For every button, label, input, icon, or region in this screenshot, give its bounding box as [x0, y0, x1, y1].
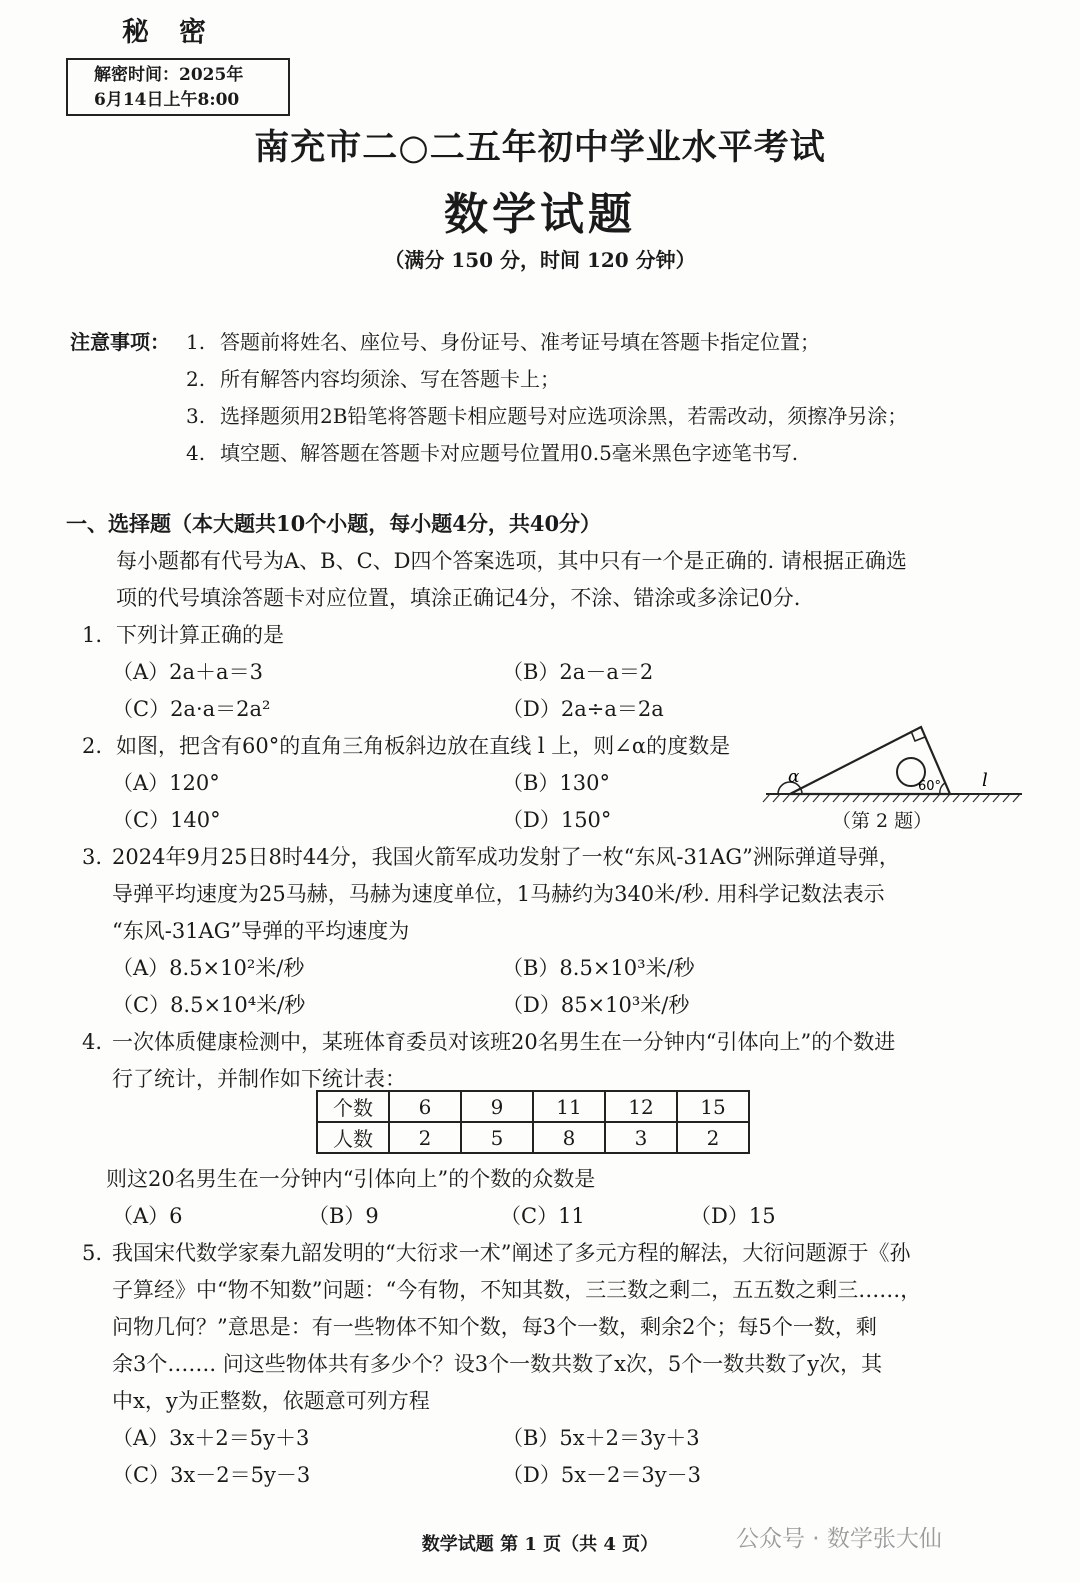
- notice-item-number: 2.: [186, 367, 206, 391]
- table-row-label: 人数: [317, 1122, 389, 1153]
- question-number: 4.: [82, 1030, 103, 1054]
- table-cell: 2: [389, 1122, 461, 1153]
- q4-option-b: （B）9: [308, 1204, 379, 1228]
- question-text: 如图，把含有60°的直角三角板斜边放在直线 l 上，则∠α的度数是: [116, 734, 731, 758]
- table-cell: 3: [605, 1122, 677, 1153]
- notice-item-1: [186, 326, 820, 355]
- question-text: 下列计算正确的是: [116, 623, 284, 647]
- notice-label: 注意事项：: [70, 330, 170, 354]
- q2-option-b: （B）130°: [502, 771, 611, 795]
- declassify-line-1: 解密时间：2025年: [94, 65, 244, 85]
- score-info: （满分 150 分，时间 120 分钟）: [384, 248, 696, 272]
- table-row-label: 个数: [317, 1091, 389, 1122]
- q1-option-c: （C）2a·a＝2a²: [112, 697, 271, 721]
- notice-item-number: 1.: [186, 330, 206, 354]
- subject-title: 数学试题: [444, 189, 636, 240]
- question-text: 我国宋代数学家秦九韶发明的“大衍求一术”阐述了多元方程的解法，大衍问题源于《孙: [112, 1241, 911, 1265]
- question-5-line-2: 子算经》中“物不知数”问题：“今有物，不知其数，三三数之剩二，五五数之剩三……，: [112, 1278, 922, 1302]
- q3-option-a: （A）8.5×10²米/秒: [112, 956, 305, 980]
- question-number: 3.: [82, 845, 103, 869]
- table-cell: 6: [389, 1091, 461, 1122]
- line-l-label: l: [982, 770, 988, 791]
- notice-item-text: 所有解答内容均须涂、写在答题卡上；: [220, 367, 560, 391]
- notice-item-text: 答题前将姓名、座位号、身份证号、准考证号填在答题卡指定位置；: [220, 330, 820, 354]
- q4-option-d: （D）15: [690, 1204, 776, 1228]
- question-3-stem: [82, 841, 900, 871]
- q4-option-a: （A）6: [112, 1204, 183, 1228]
- q5-option-c: （C）3x－2＝5y－3: [112, 1463, 311, 1487]
- q2-option-d: （D）150°: [502, 808, 612, 832]
- page-footer: 数学试题 第 1 页（共 4 页）: [421, 1534, 659, 1555]
- section-heading: 一、选择题（本大题共10个小题，每小题4分，共40分）: [66, 511, 602, 536]
- angle-60-label: 60°: [918, 779, 942, 794]
- table-cell: 9: [461, 1091, 533, 1122]
- table-cell: 2: [677, 1122, 749, 1153]
- notice-item-number: 3.: [186, 404, 206, 428]
- question-5-line-5: 中x，y为正整数，依题意可列方程: [112, 1389, 430, 1413]
- question-4-line-2: 行了统计，并制作如下统计表：: [112, 1067, 406, 1091]
- question-4-stem: [82, 1026, 895, 1056]
- q2-option-c: （C）140°: [112, 808, 221, 832]
- q2-option-a: （A）120°: [112, 771, 220, 795]
- question-text: 一次体质健康检测中，某班体育委员对该班20名男生在一分钟内“引体向上”的个数进: [112, 1030, 896, 1054]
- question-1-stem: [82, 619, 284, 649]
- notice-item-number: 4.: [186, 441, 206, 465]
- statistics-table: [316, 1090, 750, 1154]
- alpha-label: α: [788, 767, 800, 787]
- watermark: 公众号 · 数学张大仙: [736, 1526, 942, 1552]
- notice-item-3: [186, 400, 907, 429]
- notice-item-text: 选择题须用2B铅笔将答题卡相应题号对应选项涂黑，若需改动，须擦净另涂；: [220, 404, 908, 428]
- question-number: 2.: [82, 734, 103, 758]
- ground-hatching: [763, 794, 1022, 802]
- section-instruction-line-1: 每小题都有代号为A、B、C、D四个答案选项，其中只有一个是正确的. 请根据正确选: [116, 549, 907, 573]
- table-row: [317, 1091, 749, 1122]
- section-instruction-line-2: 项的代号填涂答题卡对应位置，填涂正确记4分，不涂、错涂或多涂记0分.: [116, 586, 801, 610]
- question-2-stem: [82, 730, 730, 760]
- notice-item-text: 填空题、解答题在答题卡对应题号位置用0.5毫米黑色字迹笔书写.: [220, 441, 799, 465]
- q4-option-c: （C）11: [500, 1204, 585, 1228]
- q3-option-b: （B）8.5×10³米/秒: [502, 956, 695, 980]
- question-3-line-2: 导弹平均速度为25马赫，马赫为速度单位，1马赫约为340米/秒. 用科学记数法表示: [112, 882, 885, 906]
- table-cell: 5: [461, 1122, 533, 1153]
- declassify-line-2: 6月14日上午8:00: [94, 90, 240, 110]
- exam-title: 南充市二○二五年初中学业水平考试: [254, 127, 826, 168]
- question-number: 1.: [82, 623, 103, 647]
- q1-option-b: （B）2a－a＝2: [502, 660, 654, 684]
- question-3-line-3: “东风-31AG”导弹的平均速度为: [112, 919, 410, 943]
- declassify-time-box: [66, 58, 290, 116]
- q3-option-c: （C）8.5×10⁴米/秒: [112, 993, 306, 1017]
- table-cell: 12: [605, 1091, 677, 1122]
- notice-item-4: [186, 437, 798, 466]
- question-5-line-3: 问物几何？”意思是：有一些物体不知个数，每3个一数，剩余2个；每5个一数，剩: [112, 1315, 877, 1339]
- q2-figure-caption: （第 2 题）: [832, 810, 933, 832]
- q1-option-a: （A）2a＋a＝3: [112, 660, 263, 684]
- notice-item-2: [186, 363, 560, 392]
- question-5-line-4: 余3个……. 问这些物体共有多少个？设3个一数共数了x次，5个一数共数了y次，其: [112, 1352, 883, 1376]
- table-cell: 8: [533, 1122, 605, 1153]
- q1-option-d: （D）2a÷a＝2a: [502, 697, 664, 721]
- table-cell: 15: [677, 1091, 749, 1122]
- question-4-question: 则这20名男生在一分钟内“引体向上”的个数的众数是: [106, 1167, 596, 1191]
- q5-option-a: （A）3x＋2＝5y＋3: [112, 1426, 310, 1450]
- q5-option-b: （B）5x＋2＝3y＋3: [502, 1426, 700, 1450]
- question-text: 2024年9月25日8时44分，我国火箭军成功发射了一枚“东风-31AG”洲际弹道导弹，: [112, 845, 900, 869]
- q5-option-d: （D）5x－2＝3y－3: [502, 1463, 701, 1487]
- question-5-stem: [82, 1237, 910, 1267]
- secret-label: 秘密: [122, 17, 236, 48]
- table-cell: 11: [533, 1091, 605, 1122]
- q3-option-d: （D）85×10³米/秒: [502, 993, 690, 1017]
- table-row: [317, 1122, 749, 1153]
- question-number: 5.: [82, 1241, 103, 1265]
